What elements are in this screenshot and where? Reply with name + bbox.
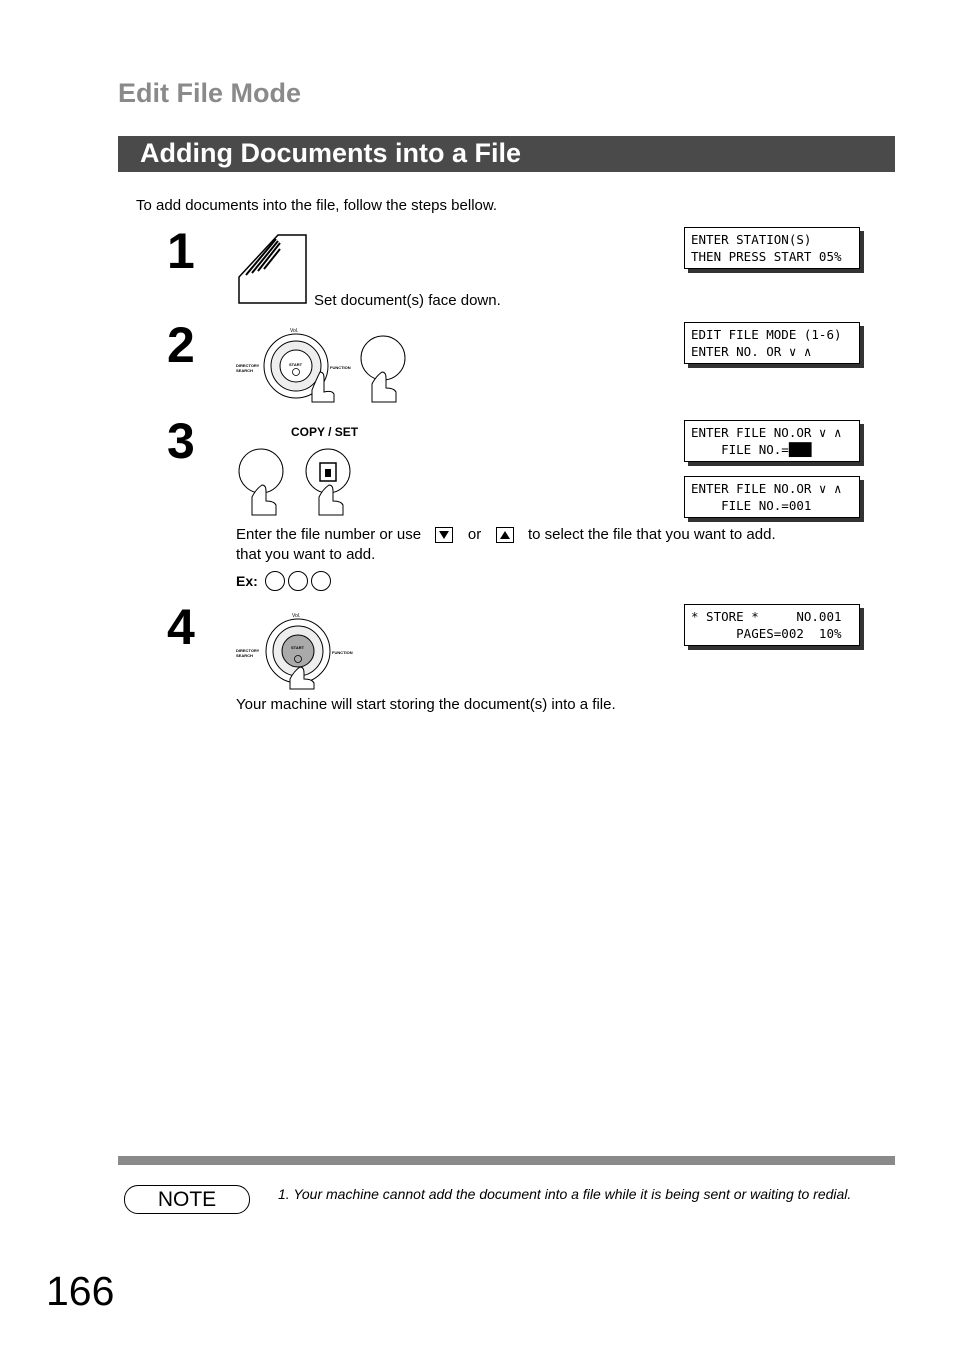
note-text: 1. Your machine cannot add the document into a file while it is being sent or waiting to redial.: [278, 1186, 852, 1202]
display-line: ENTER FILE NO.OR ∨ ∧: [691, 425, 842, 440]
document-icon: [238, 233, 308, 305]
panel-vol-label: Vol.: [292, 613, 301, 619]
step-3-display-1: [684, 420, 860, 462]
example-key-1: [311, 571, 331, 591]
caption-or: or: [467, 526, 482, 543]
page-title: Adding Documents into a File: [140, 138, 522, 168]
step-2-control-panel: [236, 324, 416, 404]
up-arrow-key-icon: [496, 527, 514, 543]
display-line: ENTER STATION(S): [691, 232, 812, 247]
step-2-display: [684, 322, 860, 364]
step-1-caption: Set document(s) face down.: [314, 292, 501, 309]
panel-function-label: FUNCTION: [330, 365, 351, 370]
panel-directory-label: DIRECTORY SEARCH: [236, 363, 260, 373]
intro-text: To add documents into the file, follow the steps bellow.: [136, 197, 498, 214]
example-row: [236, 571, 331, 591]
example-key-0: [288, 571, 308, 591]
panel-function-label: FUNCTION: [332, 650, 353, 655]
display-line: FILE NO.=001: [691, 498, 812, 513]
caption-text: to select the file that you want to add.: [527, 526, 776, 543]
down-arrow-key-icon: [435, 527, 453, 543]
step-4-control-panel: [236, 609, 366, 689]
step-3-display-2: [684, 476, 860, 518]
display-line: THEN PRESS START 05%: [691, 249, 842, 264]
step-1-number: 1: [167, 223, 195, 279]
step-3-caption: [236, 525, 776, 565]
note-label: NOTE: [124, 1185, 250, 1214]
copy-set-label: COPY / SET: [291, 425, 359, 439]
example-label: Ex:: [236, 573, 258, 589]
panel-start-label: START: [291, 645, 305, 650]
example-key-0: [265, 571, 285, 591]
panel-vol-label: Vol.: [290, 328, 299, 334]
display-line: FILE NO.=███: [691, 442, 812, 457]
caption-line-2: that you want to add.: [236, 546, 376, 563]
display-line: ENTER NO. OR ∨ ∧: [691, 344, 812, 359]
step-2-number: 2: [167, 317, 195, 373]
display-line: EDIT FILE MODE (1-6): [691, 327, 842, 342]
section-title: Edit File Mode: [118, 78, 302, 108]
display-line: ENTER FILE NO.OR ∨ ∧: [691, 481, 842, 496]
step-3-number: 3: [167, 413, 195, 469]
panel-start-label: START: [289, 362, 303, 367]
step-1-display: [684, 227, 860, 269]
bottom-rule: [118, 1156, 895, 1165]
page-number: 166: [46, 1268, 115, 1314]
step-4-number: 4: [167, 599, 195, 655]
display-line: PAGES=002 10%: [691, 626, 842, 641]
step-4-display: [684, 604, 860, 646]
display-line: * STORE * NO.001: [691, 609, 842, 624]
step-4-caption: Your machine will start storing the document(s) into a file.: [236, 696, 616, 713]
caption-text: Enter the file number or use: [236, 526, 422, 543]
panel-directory-label: DIRECTORY SEARCH: [236, 648, 260, 658]
